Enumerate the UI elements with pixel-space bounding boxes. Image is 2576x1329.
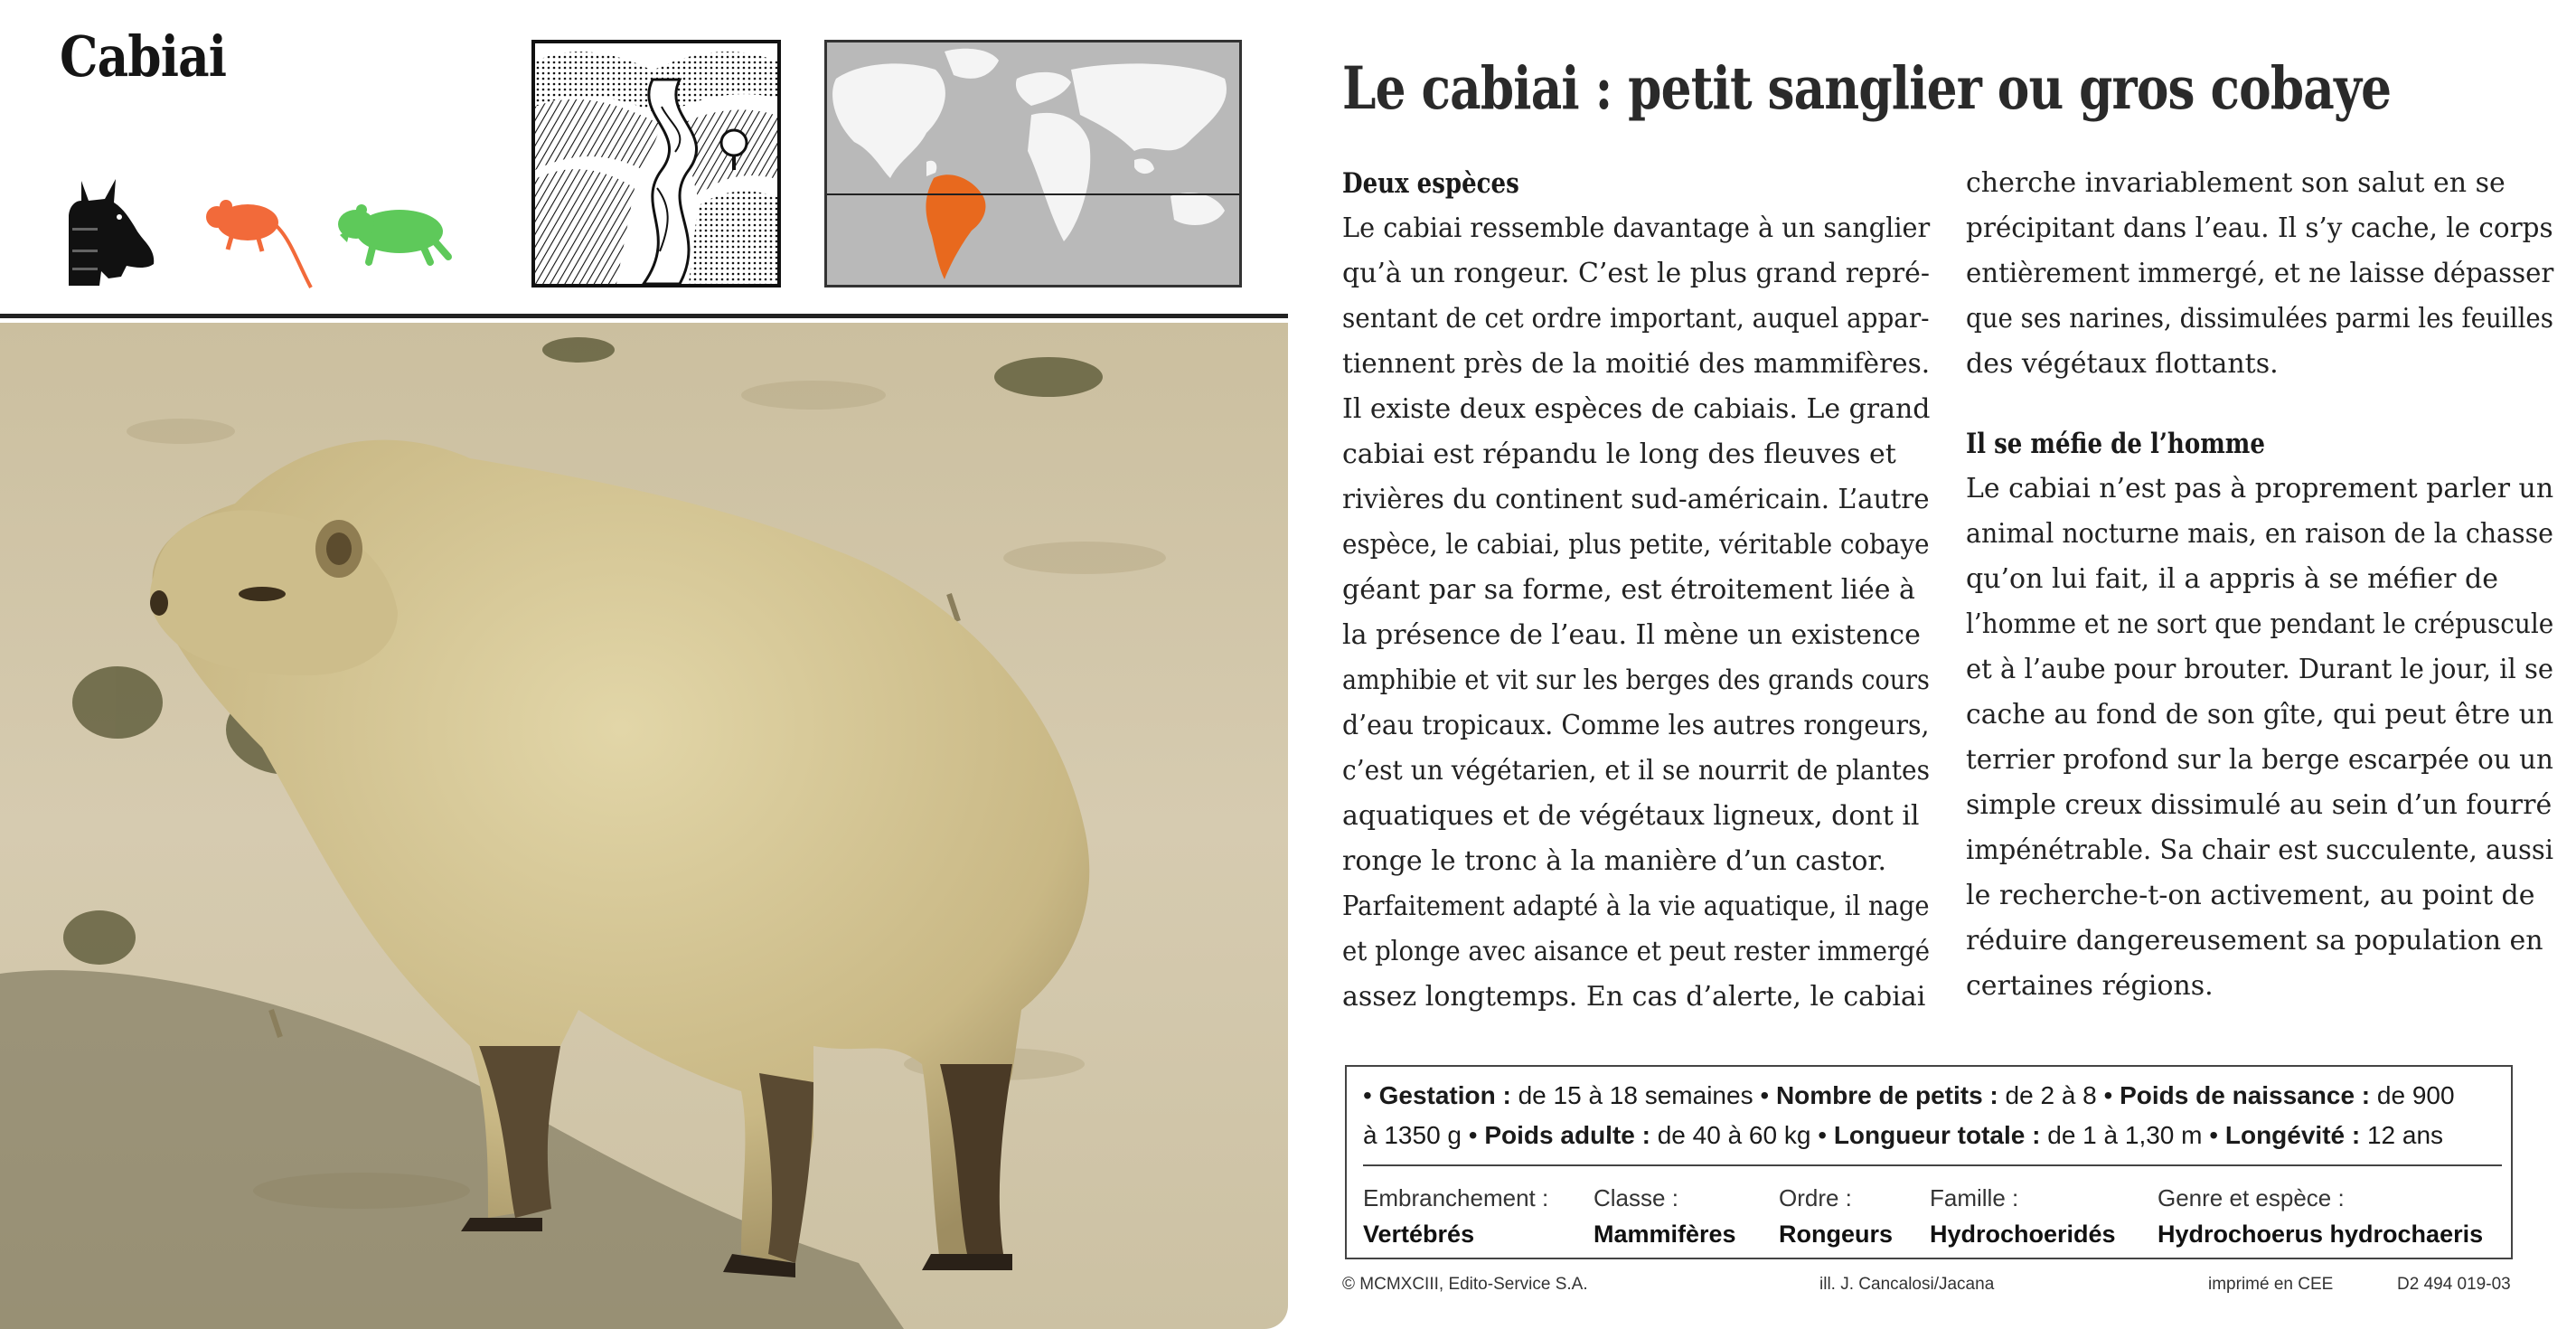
taxonomy-label: Embranchement : <box>1363 1184 1549 1211</box>
taxonomy-ordre <box>1779 1180 1893 1252</box>
section-title: Il se méfie de l’homme <box>1966 428 2265 460</box>
world-map <box>824 40 1242 287</box>
card-header <box>0 0 1288 318</box>
gestation-label: Gestation : <box>1378 1081 1511 1109</box>
text-line: et à l’aube pour brouter. Durant le jour, il se <box>1966 654 2553 685</box>
text-line: espèce, le cabiai, plus petite, véritable cobaye <box>1342 529 1930 561</box>
taxonomy-famille <box>1930 1180 2116 1252</box>
taxonomy-value: Hydrochoerus hydrochaeris <box>2158 1221 2484 1248</box>
text-line: cabiai est répandu le long des fleuves et <box>1342 438 1896 470</box>
habitat-illustration <box>531 40 781 287</box>
text-line: le recherche-t-on activement, au point de <box>1966 880 2535 911</box>
taxonomy-genre-espece <box>2158 1180 2483 1252</box>
taxonomy-row <box>1347 1169 2513 1259</box>
longevite-value: 12 ans <box>2366 1121 2444 1149</box>
text-line: l’homme et ne sort que pendant le crépuscule <box>1966 608 2554 640</box>
longueur-value: de 1 à 1,30 m <box>2047 1121 2203 1149</box>
longevite-label: Longévité : <box>2224 1121 2361 1149</box>
petits-value: de 2 à 8 <box>2005 1081 2097 1109</box>
text-line: sentant de cet ordre important, auquel appar- <box>1342 303 1930 335</box>
text-line: certaines régions. <box>1966 970 2214 1002</box>
footer <box>1288 1269 2576 1305</box>
paragraph-gap <box>1966 387 2553 421</box>
gestation-value: de 15 à 18 semaines <box>1518 1081 1753 1109</box>
taxonomy-label: Ordre : <box>1779 1184 1852 1211</box>
poids-adulte-label: Poids adulte : <box>1484 1121 1650 1149</box>
taxonomy-label: Genre et espèce : <box>2158 1184 2345 1211</box>
text-line: précipitant dans l’eau. Il s’y cache, le corps <box>1966 212 2553 244</box>
taxonomy-classe <box>1594 1180 1736 1252</box>
facts-box <box>1345 1065 2513 1259</box>
photo-credit: ill. J. Cancalosi/Jacana <box>1819 1275 1995 1294</box>
taxonomy-label: Famille : <box>1930 1184 2019 1211</box>
right-card <box>1288 0 2576 1329</box>
text-line: impénétrable. Sa chair est succulente, aussi <box>1966 834 2553 866</box>
text-line: ronge le tronc à la manière d’un castor. <box>1342 845 1886 877</box>
card-title: Cabiai <box>60 24 227 90</box>
text-line: Parfaitement adapté à la vie aquatique, il nage <box>1342 891 1930 922</box>
text-line: c’est un végétarien, et il se nourrit de plantes <box>1342 755 1930 787</box>
text-line: Il existe deux espèces de cabiais. Le grand <box>1342 393 1931 425</box>
mouse-icon <box>204 199 316 293</box>
text-line: terrier profond sur la berge escarpée ou un <box>1966 744 2553 776</box>
text-line: qu’à un rongeur. C’est le plus grand repré- <box>1342 258 1930 289</box>
card-code: D2 494 019-03 <box>2397 1275 2511 1294</box>
text-line: réduire dangereusement sa population en <box>1966 925 2543 957</box>
text-line: entièrement immergé, et ne laisse dépasser <box>1966 258 2554 289</box>
stat-line-2: à 1350 g • Poids adulte : de 40 à 60 kg • Longueur totale : de 1 à 1,30 m • Longévité : 12 ans <box>1363 1121 2444 1149</box>
facts-stats <box>1363 1076 2502 1166</box>
poids-naissance-value: de 900 <box>2376 1081 2455 1109</box>
poids-adulte-value: de 40 à 60 kg <box>1657 1121 1811 1149</box>
poids-naissance-label: Poids de naissance : <box>2120 1081 2371 1109</box>
taxonomy-value: Rongeurs <box>1779 1221 1894 1248</box>
printed-in: imprimé en CEE <box>2208 1275 2334 1294</box>
text-line: simple creux dissimulé au sein d’un fourré <box>1966 789 2552 821</box>
taxonomy-embranchement <box>1363 1180 1548 1252</box>
text-line: cache au fond de son gîte, qui peut être un <box>1966 699 2554 730</box>
text-line: aquatiques et de végétaux ligneux, dont il <box>1342 800 1920 832</box>
copyright: © MCMXCIII, Edito-Service S.A. <box>1342 1275 1588 1294</box>
cow-silhouette-icon <box>65 177 159 289</box>
capybara-photo <box>0 323 1288 1329</box>
text-line: rivières du continent sud-américain. L’autre <box>1342 484 1930 515</box>
taxonomy-value: Hydrochoeridés <box>1930 1221 2116 1248</box>
text-line: animal nocturne mais, en raison de la chasse <box>1966 518 2553 550</box>
taxonomy-value: Mammifères <box>1594 1221 1736 1248</box>
text-line: géant par sa forme, est étroitement liée à <box>1342 574 1915 606</box>
poids-naissance-value-cont: à 1350 g <box>1363 1121 1462 1149</box>
text-line: que ses narines, dissimulées parmi les feuilles <box>1966 303 2553 335</box>
text-line: et plonge avec aisance et peut rester immergé <box>1342 936 1931 967</box>
text-line: qu’on lui fait, il a appris à se méfier de <box>1966 563 2498 595</box>
petits-label: Nombre de petits : <box>1775 1081 1998 1109</box>
taxonomy-value: Vertébrés <box>1363 1221 1475 1248</box>
article-heading: Le cabiai : petit sanglier ou gros cobaye <box>1342 54 2392 123</box>
text-line: la présence de l’eau. Il mène un existence <box>1342 619 1921 651</box>
text-line: tiennent près de la moitié des mammifères. <box>1342 348 1931 380</box>
text-line: Le cabiai ressemble davantage à un sanglier <box>1342 212 1931 244</box>
text-line: Le cabiai n’est pas à proprement parler un <box>1966 473 2554 504</box>
taxonomy-label: Classe : <box>1594 1184 1678 1211</box>
text-line: cherche invariablement son salut en se <box>1966 167 2505 199</box>
text-line: d’eau tropicaux. Comme les autres rongeurs, <box>1342 710 1930 741</box>
longueur-label: Longueur totale : <box>1833 1121 2041 1149</box>
text-line: des végétaux flottants. <box>1966 348 2279 380</box>
text-line: assez longtemps. En cas d’alerte, le cabiai <box>1342 981 1926 1013</box>
section-title: Deux espèces <box>1342 167 1519 200</box>
text-line: amphibie et vit sur les berges des grands cours <box>1342 664 1930 696</box>
text-column-left <box>1342 161 1930 1020</box>
stat-line-1: • Gestation : de 15 à 18 semaines • Nombre de petits : de 2 à 8 • Poids de naissance : de 900 <box>1363 1081 2455 1109</box>
text-column-right <box>1966 161 2553 1009</box>
rodent-icon <box>336 197 454 269</box>
